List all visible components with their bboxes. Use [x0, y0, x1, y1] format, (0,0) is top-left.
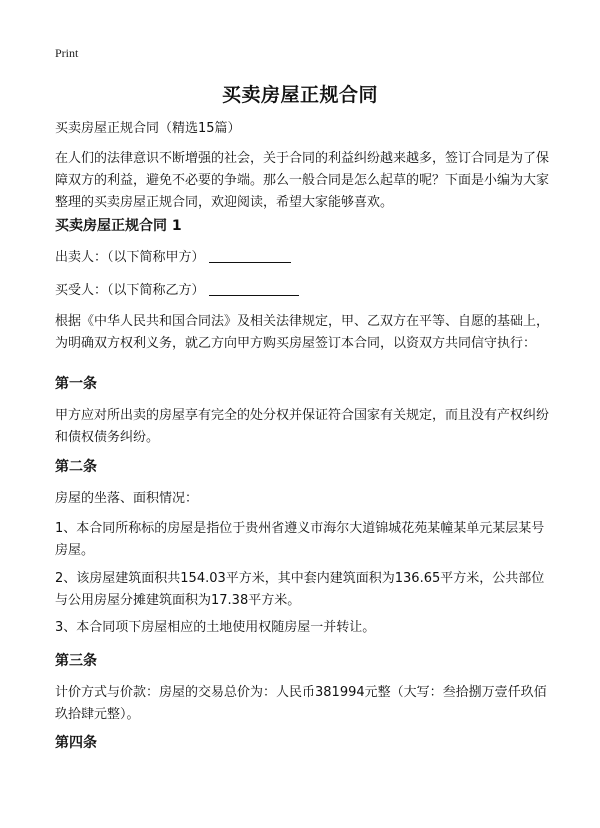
article-2-item-1: 1、本合同所称标的房屋是指位于贵州省遵义市海尔大道锦城花苑某幢某单元某层某号房屋。 [55, 521, 545, 558]
preamble-paragraph: 根据《中华人民共和国合同法》及相关法律规定，甲、乙双方在平等、自愿的基础上，为明确双方权利义务，就乙方向甲方购买房屋签订本合同，以资双方共同信守执行： [55, 314, 550, 351]
buyer-label: 买受人：（以下简称乙方） [55, 283, 205, 298]
article-3-text: 计价方式与价款：房屋的交易总价为：人民币381994元整（大写：叁拾捌万壹仟玖佰玖拾肆元整）。 [55, 685, 547, 722]
article-4-heading: 第四条 [55, 735, 97, 751]
article-1-text: 甲方应对所出卖的房屋享有完全的处分权并保证符合国家有关规定，而且没有产权纠纷和债权债务纠纷。 [55, 408, 550, 445]
article-2-heading: 第二条 [55, 459, 97, 475]
article-2-item-3: 3、本合同项下房屋相应的土地使用权随房屋一并转让。 [55, 620, 376, 635]
document-title: 买卖房屋正规合同 [221, 84, 378, 106]
contract-heading: 买卖房屋正规合同 1 [55, 218, 182, 234]
article-2-text: 房屋的坐落、面积情况： [55, 491, 199, 506]
print-link[interactable]: Print [55, 46, 79, 60]
seller-blank [209, 248, 291, 263]
seller-line [55, 247, 550, 269]
buyer-line [55, 280, 550, 302]
buyer-blank [209, 281, 299, 296]
intro-paragraph: 在人们的法律意识不断增强的社会，关于合同的利益纠纷越来越多，签订合同是为了保障双方的利益，避免不必要的争端。那么一般合同是怎么起草的呢？下面是小编为大家整理的买卖房屋正规合同，欢迎阅读，希望大家能够喜欢。 [55, 151, 550, 210]
document-subtitle: 买卖房屋正规合同（精选15篇） [55, 121, 241, 136]
article-2-item-2: 2、该房屋建筑面积共154.03平方米，其中套内建筑面积为136.65平方米，公共部位与公用房屋分摊建筑面积为17.38平方米。 [55, 571, 545, 608]
article-3-heading: 第三条 [55, 653, 97, 669]
article-1-heading: 第一条 [55, 376, 97, 392]
seller-label: 出卖人：（以下简称甲方） [55, 250, 205, 265]
